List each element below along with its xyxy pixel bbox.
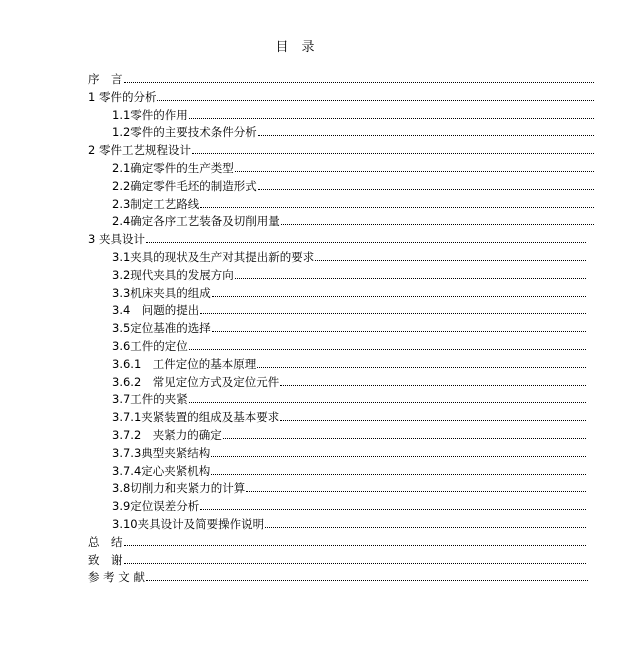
toc-leader-dots [257,366,586,368]
toc-entry-label: 2.3制定工艺路线 [112,196,200,211]
toc-entry[interactable] [112,390,586,406]
toc-entry-label: 2.2确定零件毛坯的制造形式 [112,178,257,193]
toc-entry[interactable] [112,195,594,211]
toc-entry-label: 2.4确定各序工艺装备及切削用量 [112,214,280,229]
toc-entry-label: 序 言 [88,72,123,86]
toc-leader-dots [212,330,586,332]
toc-leader-dots [223,437,586,439]
toc-entry[interactable] [112,284,586,300]
toc-entry[interactable] [88,88,594,104]
toc-entry[interactable] [112,479,586,495]
toc-leader-dots [189,348,586,350]
toc-entry-label: 3.7.3典型夹紧结构 [112,445,211,460]
toc-entry-label: 3.6.2 常见定位方式及定位元件 [112,374,280,389]
toc-entry[interactable] [88,551,586,567]
toc-entry[interactable] [112,106,594,122]
toc-entry[interactable] [112,123,594,139]
toc-entry-label: 1.1零件的作用 [112,107,188,122]
toc-entry-label: 3.10夹具设计及简要操作说明 [112,517,265,531]
toc-entry[interactable] [88,141,594,157]
toc-leader-dots [235,170,594,172]
toc-leader-dots [280,419,586,421]
toc-leader-dots [200,206,594,208]
toc-entry[interactable] [112,408,586,424]
toc-entry[interactable] [112,301,586,317]
toc-leader-dots [265,526,586,528]
toc-leader-dots [200,312,586,314]
toc-entry-label: 3.5定位基准的选择 [112,321,211,336]
toc-leader-dots [246,490,586,492]
toc-entry[interactable] [112,373,586,389]
toc-entry-label: 3.9定位误差分析 [112,499,200,514]
toc-entry[interactable] [112,266,586,282]
toc-leader-dots [146,241,586,243]
toc-leader-dots [211,455,586,457]
toc-entry-label: 3.1夹具的现状及生产对其提出新的要求 [112,250,315,264]
toc-entry-label: 1 零件的分析 [88,89,157,104]
toc-entry[interactable] [112,497,586,513]
toc-leader-dots [200,508,586,510]
toc-entry[interactable] [88,230,586,246]
toc-leader-dots [211,473,586,475]
page-title: 目 录 [275,40,315,55]
toc-entry-label: 3.6工件的定位 [112,339,188,353]
toc-entry-label: 3.3机床夹具的组成 [112,285,211,300]
toc-leader-dots [124,81,595,83]
toc-leader-dots [281,223,594,225]
toc-entry-label: 3.6.1 工件定位的基本原理 [112,356,257,371]
toc-entry-label: 2 零件工艺规程设计 [88,143,191,158]
toc-entry[interactable] [112,426,586,442]
toc-entry[interactable] [112,462,586,478]
toc-leader-dots [124,544,587,546]
toc-entry-label: 3.4 问题的提出 [112,303,200,318]
toc-entry[interactable] [88,70,594,86]
toc-leader-dots [235,277,586,279]
toc-entry[interactable] [112,177,594,193]
toc-entry[interactable] [88,533,586,549]
toc-entry-label: 致 谢 [88,552,123,567]
toc-entry-label: 3.2现代夹具的发展方向 [112,267,234,282]
toc-leader-dots [146,579,588,581]
toc-leader-dots [189,117,594,119]
toc-entry-label: 2.1确定零件的生产类型 [112,161,234,175]
toc-entry[interactable] [112,515,586,531]
toc-entry-label: 3 夹具设计 [88,232,145,247]
toc-leader-dots [124,562,587,564]
toc-leader-dots [258,134,594,136]
toc-entry-label: 1.2零件的主要技术条件分析 [112,125,257,140]
toc-entry-label: 参 考 文 献 [88,570,145,585]
toc-leader-dots [189,401,586,403]
toc-entry-label: 总 结 [88,534,123,549]
toc-entry[interactable] [112,248,586,264]
toc-leader-dots [280,384,586,386]
toc-entry-label: 3.7工件的夹紧 [112,392,188,407]
toc-entry[interactable] [112,355,586,371]
toc-entry-label: 3.7.4定心夹紧机构 [112,463,211,478]
toc-entry[interactable] [112,337,586,353]
toc-leader-dots [192,152,594,154]
toc-entry[interactable] [112,159,594,175]
toc-entry-label: 3.8切削力和夹紧力的计算 [112,481,246,496]
toc-leader-dots [157,99,594,101]
toc-entry[interactable] [88,568,588,584]
toc-entry[interactable] [112,444,586,460]
toc-entry[interactable] [112,212,594,228]
toc-leader-dots [212,295,586,297]
toc-entry-label: 3.7.2 夹紧力的确定 [112,428,222,442]
toc-leader-dots [315,259,586,261]
toc-entry[interactable] [112,319,586,335]
toc-entry-label: 3.7.1夹紧装置的组成及基本要求 [112,410,280,425]
toc-leader-dots [258,188,594,190]
